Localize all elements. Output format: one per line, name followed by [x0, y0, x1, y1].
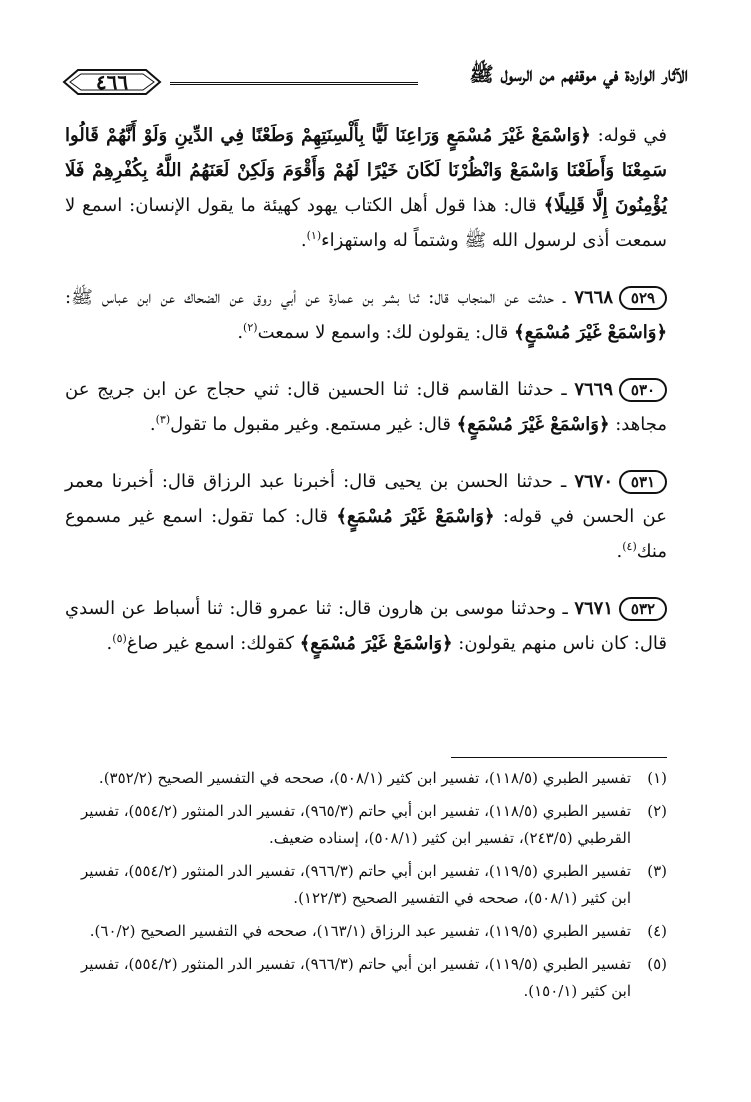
page-number-frame — [60, 66, 164, 98]
footnote-divider — [451, 757, 667, 758]
hadith-number: ٧٦٧١ — [574, 598, 613, 619]
hadith-badge: ٥٣١ — [619, 470, 667, 494]
quran-verse: ﴿وَاسْمَعْ غَيْرَ مُسْمَعٍ﴾ — [336, 506, 495, 527]
intro-paragraph: في قوله: ﴿وَاسْمَعْ غَيْرَ مُسْمَعٍ وَرَاعِنَا لَيًّا بِأَلْسِنَتِهِمْ وَطَعْنًا فِي الدِّينِ وَلَوْ أَنَّهُمْ قَالُوا سَمِعْنَا وَأَطَعْنَا وَاسْمَعْ وَانْظُرْنَا لَكَانَ خَيْرًا لَهُمْ وَأَقْوَمَ وَلَكِنْ لَعَنَهُمُ اللَّهُ بِكُفْرِهِمْ فَلَا يُؤْمِنُونَ إِلَّا قَلِيلًا﴾ قال: هذا قول أهل الكتاب يهود كهيئة ما يقول الإنسان: اسمع لا سمعت أذى لرسول الله ﷺ وشتماً له واستهزاء$^{(١)}$. — [65, 125, 667, 251]
footnote-number: (١) — [647, 769, 667, 787]
hadith-number: ٧٦٦٩ — [574, 379, 613, 400]
footnote-ref: (٥) — [112, 632, 127, 645]
header-rule — [170, 82, 418, 85]
footnote-text: تفسير الطبري (١١٩/٥)، تفسير ابن أبي حاتم (٩٦٦/٣)، تفسير الدر المنثور (٥٥٤/٢)، تفسير ابن كثير (١٥٠/١). — [80, 955, 631, 1000]
footnote-text: تفسير الطبري (١١٨/٥)، تفسير ابن أبي حاتم (٩٦٥/٣)، تفسير الدر المنثور (٥٥٤/٢)، تفسير القرطبي (٢٤٣/٥)، تفسير ابن كثير (٥٠٨/١)، إسناده ضعيف. — [80, 802, 631, 847]
footnote-ref: (٤) — [622, 540, 637, 553]
footnote-item — [65, 951, 667, 1005]
hadith-badge: ٥٣٢ — [619, 597, 667, 621]
quran-verse: ﴿وَاسْمَعْ غَيْرَ مُسْمَعٍ وَرَاعِنَا لَيًّا بِأَلْسِنَتِهِمْ وَطَعْنًا فِي الدِّينِ وَلَوْ أَنَّهُمْ قَالُوا سَمِعْنَا وَأَطَعْنَا وَاسْمَعْ وَانْظُرْنَا لَكَانَ خَيْرًا لَهُمْ وَأَقْوَمَ وَلَكِنْ لَعَنَهُمُ اللَّهُ بِكُفْرِهِمْ فَلَا يُؤْمِنُونَ إِلَّا قَلِيلًا﴾ — [65, 125, 667, 216]
footnote-ref: (٣) — [155, 413, 171, 426]
hadith-badge: ٥٣٠ — [619, 378, 667, 402]
footnote-number: (٢) — [647, 802, 667, 820]
footnote-text: تفسير الطبري (١١٩/٥)، تفسير عبد الرزاق (١٦٣/١)، صححه في التفسير الصحيح (٦٠/٢). — [89, 922, 631, 940]
footnote-number: (٥) — [647, 955, 667, 973]
quran-verse: ﴿وَاسْمَعْ غَيْرَ مُسْمَعٍ﴾ — [514, 322, 667, 343]
footnote-ref: (٢) — [243, 321, 258, 334]
page-header — [60, 60, 688, 104]
page-number: ٤٦٦ — [95, 70, 129, 94]
footnote-item — [65, 798, 667, 852]
quran-verse: ﴿وَاسْمَعْ غَيْرَ مُسْمَعٍ﴾ — [299, 633, 453, 654]
footnote-text: تفسير الطبري (١١٨/٥)، تفسير ابن كثير (٥٠٨/١)، صححه في التفسير الصحيح (٣٥٢/٢). — [98, 769, 631, 787]
footnote-item — [65, 918, 667, 945]
hadith-entry: ٥٢٩٧٦٦٨ ـ حدثت عن المنجاب قال: ثنا بشر بن عمارة عن أبي روق عن الضحاك عن ابن عباس ﷺ: ﴿وَاسْمَعْ غَيْرَ مُسْمَعٍ﴾ قال: يقولون لك: واسمع لا سمعت$^{(٢)}$. — [65, 287, 667, 343]
footnote-ref: (١) — [306, 229, 322, 242]
hadith-number: ٧٦٧٠ — [574, 471, 613, 492]
footnote-text: تفسير الطبري (١١٩/٥)، تفسير ابن أبي حاتم (٩٦٦/٣)، تفسير الدر المنثور (٥٥٤/٢)، تفسير ابن كثير (٥٠٨/١)، صححه في التفسير الصحيح (١٢٢/٣). — [80, 862, 631, 907]
footnote-number: (٣) — [647, 862, 667, 880]
footnote-item — [65, 858, 667, 912]
hadith-entry: ٥٣٢٧٦٧١ ـ وحدثنا موسى بن هارون قال: ثنا عمرو قال: ثنا أسباط عن السدي قال: كان ناس منهم يقولون: ﴿وَاسْمَعْ غَيْرَ مُسْمَعٍ﴾ كقولك: اسمع غير صاغ$^{(٥)}$. — [65, 598, 667, 654]
footnote-item — [65, 765, 667, 792]
hadith-entry: ٥٣٠٧٦٦٩ ـ حدثنا القاسم قال: ثنا الحسين قال: ثني حجاج عن ابن جريج عن مجاهد: ﴿وَاسْمَعْ غَيْرَ مُسْمَعٍ﴾ قال: غير مستمع. وغير مقبول ما تقول$^{(٣)}$. — [65, 379, 667, 435]
hadith-entry: ٥٣١٧٦٧٠ ـ حدثنا الحسن بن يحيى قال: أخبرنا عبد الرزاق قال: أخبرنا معمر عن الحسن في قوله: ﴿وَاسْمَعْ غَيْرَ مُسْمَعٍ﴾ قال: كما تقول: اسمع غير مسموع منك$^{(٤)}$. — [65, 471, 668, 562]
hadith-badge: ٥٢٩ — [619, 286, 667, 310]
hadith-number: ٧٦٦٨ — [574, 287, 613, 308]
running-title: الآثار الواردة في موقفهم من الرسول ﷺ — [469, 62, 688, 86]
footnote-number: (٤) — [647, 922, 667, 940]
footnotes — [65, 765, 667, 1011]
main-text — [65, 118, 667, 683]
quran-verse: ﴿وَاسْمَعْ غَيْرَ مُسْمَعٍ﴾ — [456, 414, 610, 435]
